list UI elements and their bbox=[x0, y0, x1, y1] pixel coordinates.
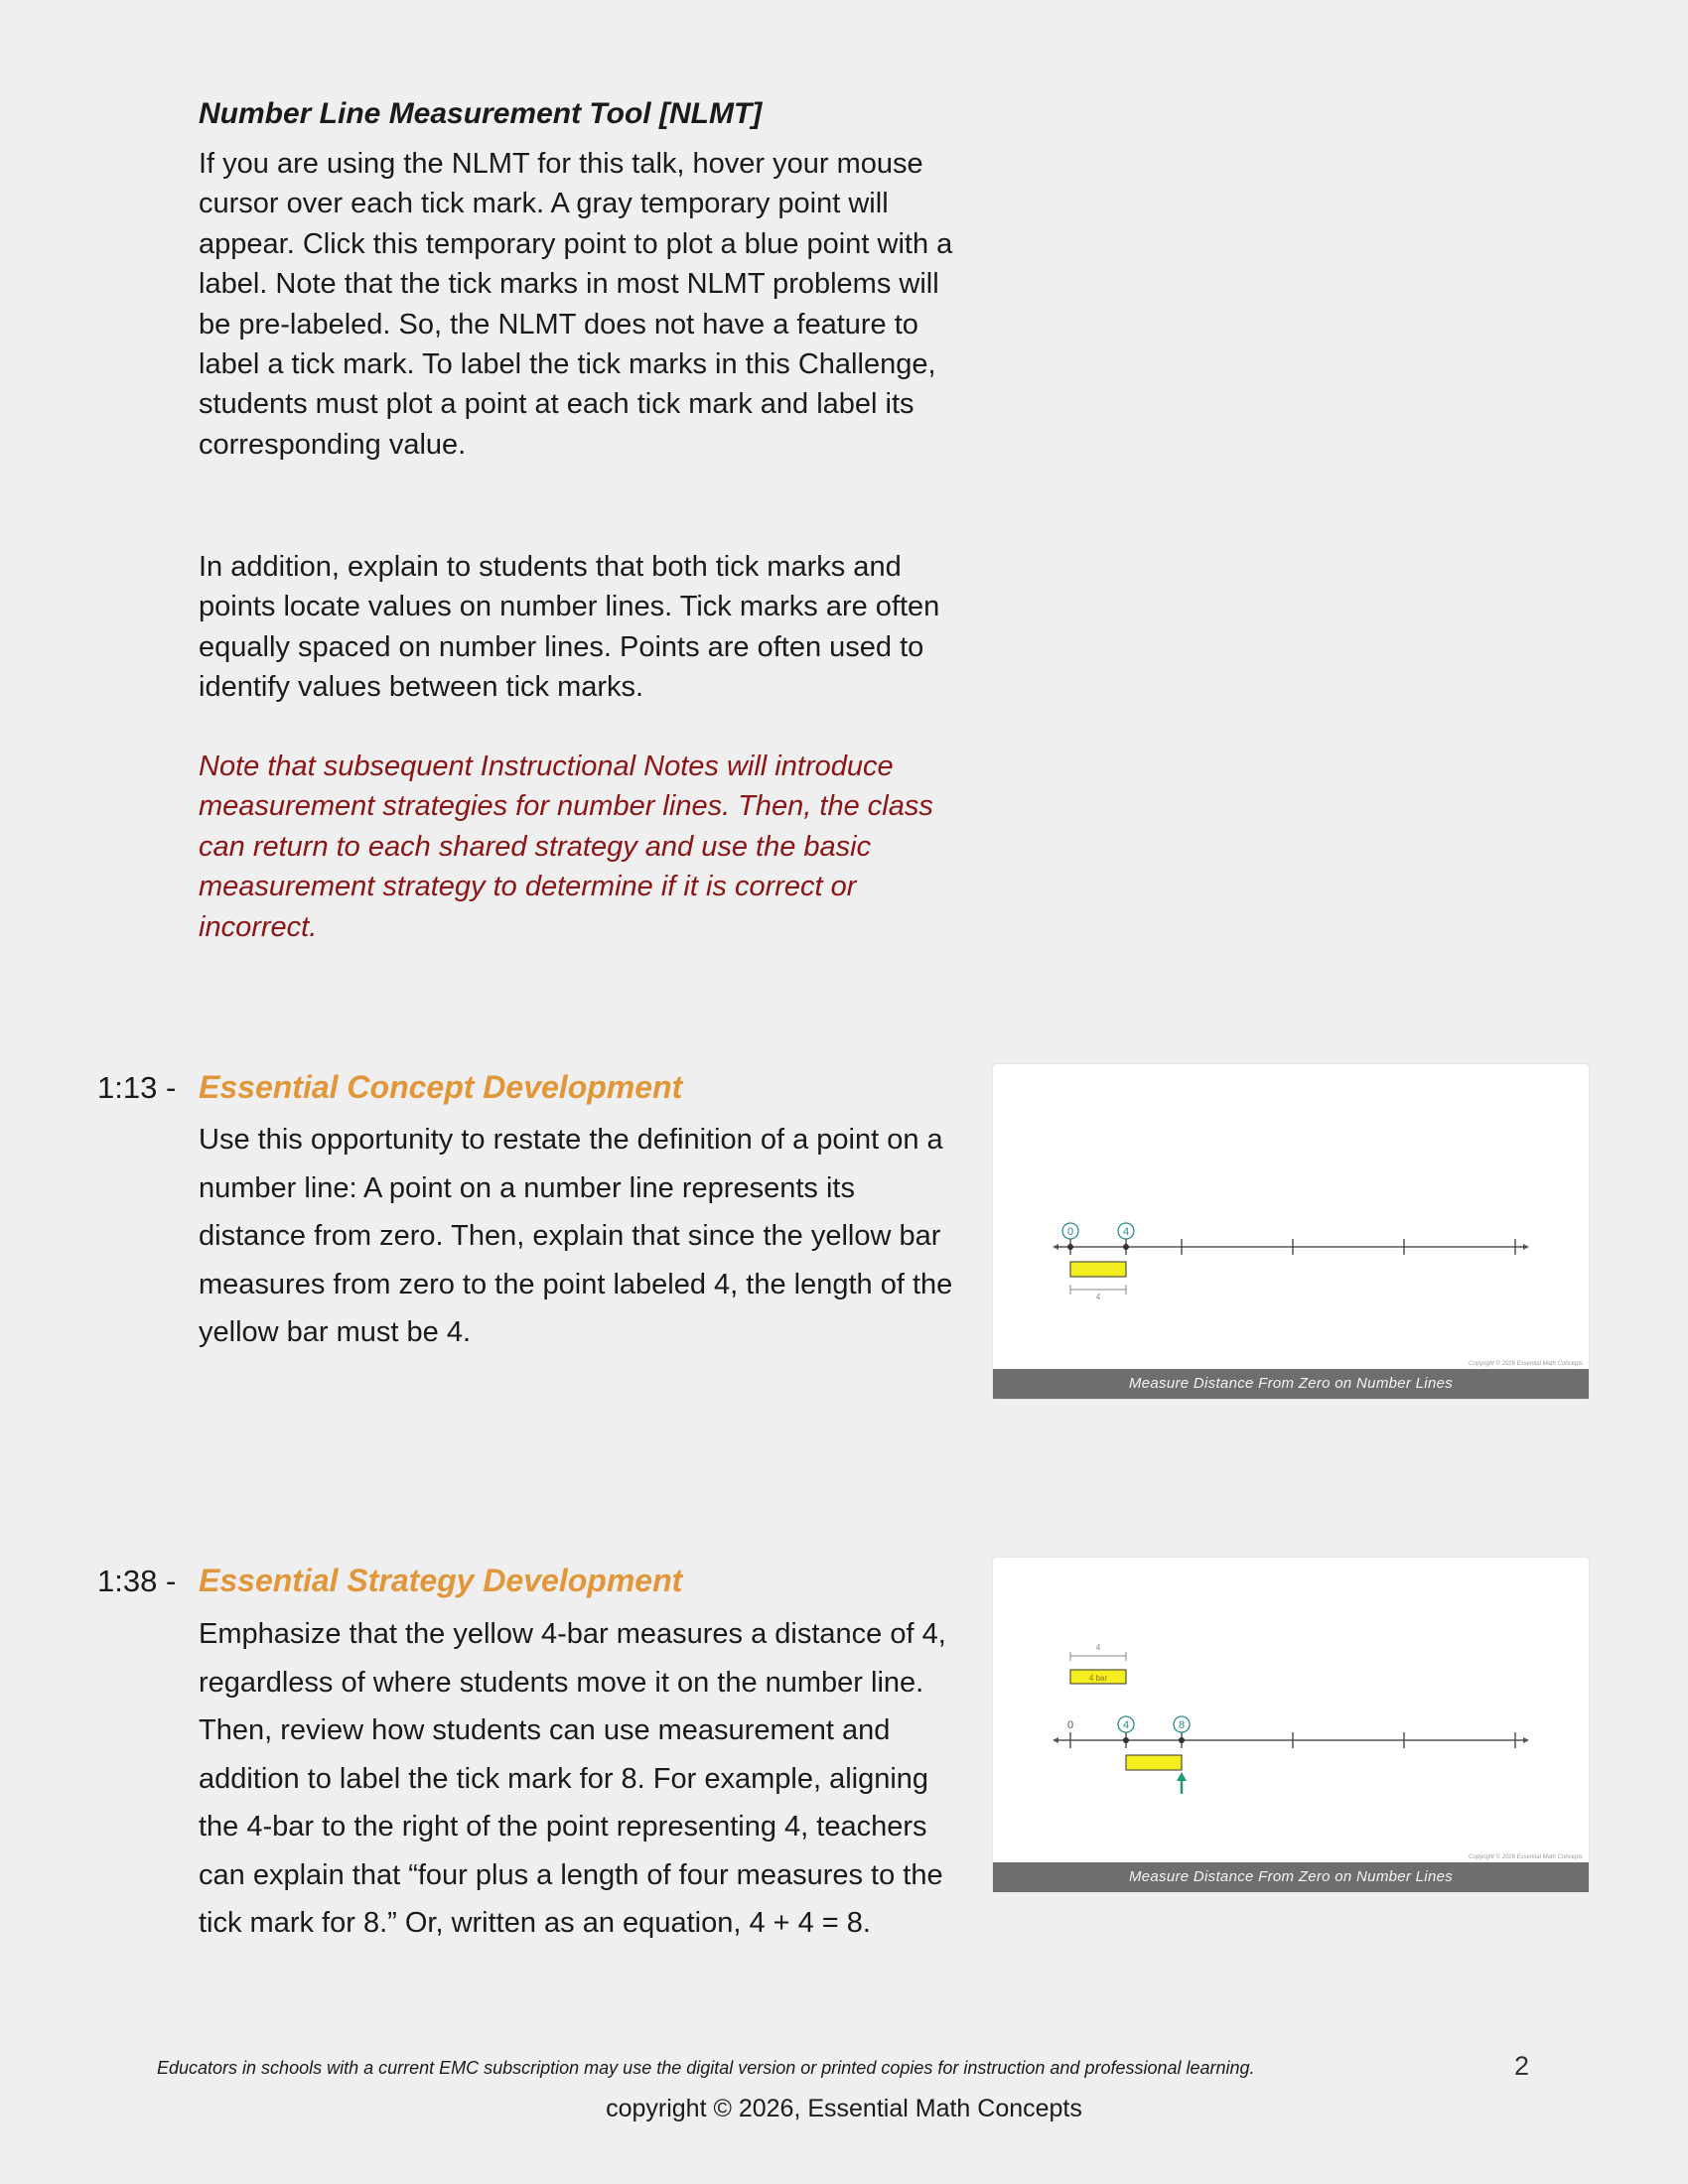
slide-2-label-4: 4 bbox=[1122, 1719, 1130, 1731]
nlmt-heading: Number Line Measurement Tool [NLMT] bbox=[199, 97, 763, 130]
section-2-time: 1:38 - bbox=[97, 1564, 177, 1598]
slide-1-bar-length-label: 4 bbox=[1095, 1293, 1101, 1301]
slide-1-caption: Measure Distance From Zero on Number Lines bbox=[993, 1369, 1589, 1399]
footer-copyright: copyright © 2026, Essential Math Concepts bbox=[606, 2095, 1082, 2122]
section-1-body: Use this opportunity to restate the definition of a point on a number line: A point on a number line represents its distance from zero. Then, explain that since the yellow bar measures from zero to the point labeled 4, the length of the yellow bar must be 4. bbox=[199, 1124, 953, 1348]
slide-2-caption: Measure Distance From Zero on Number Lines bbox=[993, 1862, 1589, 1892]
slide-1 bbox=[993, 1064, 1589, 1399]
section-1-title: Essential Concept Development bbox=[199, 1069, 683, 1105]
slide-1-copyright: Copyright © 2026 Essential Math Concepts bbox=[1469, 1361, 1583, 1367]
page-number: 2 bbox=[1514, 2051, 1530, 2081]
slide-2-bar-text: 4 bar bbox=[1088, 1674, 1108, 1683]
slide-2-label-0: 0 bbox=[1066, 1719, 1074, 1731]
nlmt-paragraph-2: In addition, explain to students that both tick marks and points locate values on number lines. Tick marks are often equally spaced on number lines. Points are often used to identify values between tick marks. bbox=[199, 551, 940, 704]
section-1-time: 1:13 - bbox=[97, 1070, 177, 1105]
footer-note: Educators in schools with a current EMC subscription may use the digital version or printed copies for instruction and professional learning. bbox=[157, 2058, 1255, 2078]
slide-2-copyright: Copyright © 2026 Essential Math Concepts bbox=[1469, 1854, 1583, 1860]
section-2-body: Emphasize that the yellow 4-bar measures a distance of 4, regardless of where students move it on the number line. Then, review how students can use measurement and addition to label the tick mark for 8. For example, aligning the 4-bar to the right of the point representing 4, teachers can explain that “four plus a length of four measures to the tick mark for 8.” Or, written as an equation, 4 + 4 = 8. bbox=[199, 1618, 946, 1939]
slide-2-label-8: 8 bbox=[1178, 1719, 1186, 1731]
slide-2 bbox=[993, 1558, 1589, 1892]
nlmt-paragraph-1: If you are using the NLMT for this talk, hover your mouse cursor over each tick mark. A gray temporary point will appear. Click this temporary point to plot a blue point with a label. Note that the tick marks in most NLMT problems will be pre-labeled. So, the NLMT does not have a feature to label a tick mark. To label the tick marks in this Challenge, students must plot a point at each tick mark and label its corresponding value. bbox=[199, 148, 953, 461]
slide-1-label-0: 0 bbox=[1066, 1226, 1074, 1238]
nlmt-note: Note that subsequent Instructional Notes will introduce measurement strategies for number lines. Then, the class can return to each shared strategy and use the basic measurement strategy to determine if it is correct or incorrect. bbox=[199, 751, 933, 943]
slide-1-label-4: 4 bbox=[1122, 1226, 1130, 1238]
section-2-title: Essential Strategy Development bbox=[199, 1563, 683, 1598]
slide-2-number-line bbox=[993, 1558, 1589, 1862]
slide-2-bar-length-label: 4 bbox=[1095, 1643, 1101, 1652]
slide-1-number-line bbox=[993, 1064, 1589, 1369]
